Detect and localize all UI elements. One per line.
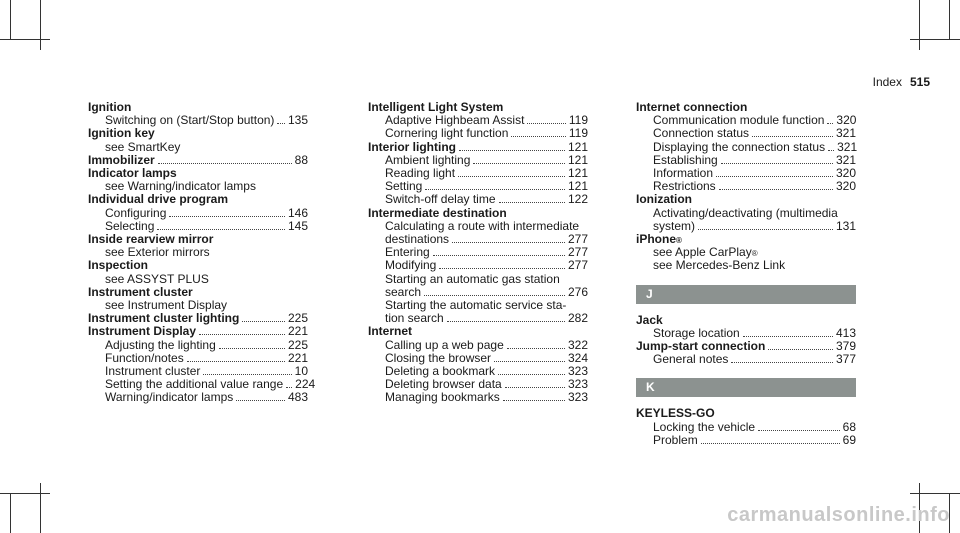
index-entry — [88, 324, 316, 405]
index-entry — [368, 325, 588, 404]
page-reference[interactable]: 221 — [287, 350, 308, 365]
index-term: iPhone ® — [636, 232, 682, 247]
index-subentry-label: Connection status — [653, 126, 750, 141]
leader-dots — [721, 163, 833, 164]
index-subentry[interactable] — [636, 141, 856, 154]
index-entry — [88, 127, 308, 153]
index-subentry-label: Instrument cluster — [105, 364, 201, 379]
leader-dots — [494, 361, 565, 362]
leader-dots — [716, 176, 833, 177]
index-term — [88, 259, 308, 272]
section-label: Index — [872, 75, 902, 89]
index-subentry-label: Adaptive Highbeam Assist — [385, 113, 525, 128]
index-column-1 — [88, 100, 316, 405]
crop-mark — [0, 39, 50, 40]
leader-dots — [458, 176, 565, 177]
page-reference[interactable]: 321 — [837, 139, 858, 154]
index-subentry-label: Restrictions — [653, 179, 716, 194]
leader-dots — [424, 295, 565, 296]
index-entry — [88, 101, 308, 127]
leader-dots — [719, 189, 833, 190]
page-reference[interactable]: 320 — [835, 179, 856, 194]
page-reference[interactable]: 321 — [835, 152, 856, 167]
index-subentry-label: Selecting — [105, 218, 155, 233]
index-subentry-label: Calling up a web page — [385, 337, 504, 352]
index-term-label: Inspection — [88, 258, 149, 273]
index-entry — [88, 167, 308, 193]
index-term-label: Instrument cluster — [88, 284, 193, 299]
leader-dots — [473, 163, 565, 164]
index-subentry — [636, 259, 856, 272]
page-reference[interactable]: 119 — [568, 113, 588, 128]
page-reference[interactable]: 225 — [287, 311, 308, 326]
index-subentry[interactable] — [636, 127, 856, 140]
index-subentry-label: Ambient lighting — [385, 152, 471, 167]
index-term-label: Instrument cluster lighting — [88, 311, 240, 326]
index-entry — [636, 340, 856, 366]
page-reference[interactable]: 121 — [567, 179, 588, 194]
page-reference[interactable]: 69 — [842, 432, 856, 447]
index-entry — [368, 101, 588, 141]
index-subentry-label: General notes — [653, 352, 729, 367]
leader-dots — [169, 216, 285, 217]
index-term-label: Indicator lamps — [88, 166, 177, 181]
index-subentry-label: see Apple CarPlay — [653, 245, 752, 260]
index-column-2 — [368, 101, 588, 405]
index-term-label: Immobilizer — [88, 152, 155, 167]
page-reference[interactable]: 282 — [567, 311, 588, 326]
leader-dots — [743, 336, 833, 337]
page-reference[interactable]: 277 — [567, 245, 588, 260]
index-subentry[interactable] — [368, 259, 588, 272]
crop-mark — [10, 0, 11, 40]
index-subentry[interactable] — [368, 339, 588, 352]
index-subentry-label: Reading light — [385, 166, 456, 181]
index-term — [368, 207, 588, 220]
page-reference[interactable]: 323 — [567, 364, 588, 379]
page-reference[interactable]: 121 — [567, 139, 588, 154]
index-entry — [636, 193, 856, 233]
index-subentry-label: Adjusting the lighting — [105, 337, 216, 352]
page-reference[interactable]: 322 — [567, 337, 588, 352]
page-reference[interactable]: 483 — [287, 390, 308, 405]
page-reference[interactable]: 122 — [567, 192, 588, 207]
index-term — [88, 127, 308, 140]
index-term-label: Intelligent Light System — [368, 100, 504, 114]
page-reference[interactable]: 277 — [567, 232, 588, 247]
index-subentry — [368, 273, 588, 286]
page-reference[interactable]: 68 — [842, 419, 856, 434]
index-subentry-label: Switch-off delay time — [385, 192, 496, 207]
index-entry — [636, 233, 856, 273]
leader-dots — [447, 321, 565, 322]
page-reference[interactable]: 225 — [287, 337, 308, 352]
index-subentry-label: system) — [653, 218, 695, 233]
page-reference[interactable]: 131 — [835, 218, 856, 233]
leader-dots — [199, 334, 285, 335]
index-subentry-label: see ASSYST PLUS — [105, 271, 209, 286]
index-term-label: Instrument Display — [88, 324, 197, 339]
index-subentry-label: Communication module function — [653, 113, 825, 128]
leader-dots — [731, 362, 833, 363]
index-subentry-label: Locking the vehicle — [653, 419, 756, 434]
crop-mark — [0, 493, 50, 494]
index-term-label: Inside rearview mirror — [88, 232, 214, 247]
index-term[interactable] — [88, 325, 308, 338]
index-term-label: Interior lighting — [368, 139, 456, 154]
index-term-label: iPhone — [636, 232, 677, 247]
leader-dots — [768, 349, 833, 350]
index-term-label: Ignition — [88, 100, 132, 114]
page-reference[interactable]: 323 — [567, 390, 588, 405]
leader-dots — [503, 400, 565, 401]
leader-dots — [286, 387, 292, 388]
index-subentry[interactable] — [368, 391, 588, 404]
page-header — [873, 75, 930, 89]
leader-dots — [439, 268, 565, 269]
leader-dots — [459, 150, 565, 151]
leader-dots — [828, 150, 834, 151]
page-reference[interactable]: 413 — [835, 325, 856, 340]
index-subentry-label: Problem — [653, 432, 698, 447]
index-subentry[interactable] — [636, 353, 856, 366]
index-subentry-label: Establishing — [653, 152, 718, 167]
leader-dots — [527, 123, 565, 124]
index-term-label: Internet connection — [636, 100, 748, 114]
page-reference[interactable]: 224 — [295, 377, 316, 392]
index-term — [636, 407, 856, 420]
index-term-label: Internet — [368, 324, 413, 339]
page-reference[interactable]: 121 — [567, 166, 588, 181]
page-reference[interactable]: 146 — [287, 205, 308, 220]
index-subentry-label: see Instrument Display — [105, 298, 228, 313]
index-subentry-label: Activating/deactivating (multimedia — [653, 205, 838, 220]
index-subentry[interactable] — [368, 127, 588, 140]
page-reference[interactable]: 320 — [835, 166, 856, 181]
index-entry — [636, 407, 856, 447]
page-reference[interactable]: 145 — [287, 218, 308, 233]
index-subentry — [636, 207, 856, 220]
index-entry — [88, 286, 308, 312]
page-reference[interactable]: 377 — [835, 352, 856, 367]
index-subentry-label: Deleting browser data — [385, 377, 502, 392]
index-subentry-label: Closing the browser — [385, 350, 492, 365]
leader-dots — [752, 136, 833, 137]
leader-dots — [236, 400, 285, 401]
index-term-label: Ionization — [636, 192, 692, 207]
index-term-label: Intermediate destination — [368, 205, 507, 220]
page-reference[interactable]: 323 — [567, 377, 588, 392]
leader-dots — [203, 374, 291, 375]
page-reference[interactable]: 324 — [567, 350, 588, 365]
index-entry — [636, 314, 856, 340]
index-term-label: Ignition key — [88, 126, 155, 141]
leader-dots — [277, 123, 285, 124]
leader-dots — [827, 123, 833, 124]
index-subentry-label: Displaying the connection status — [653, 139, 826, 154]
index-subentry-label: Starting an automatic gas station — [385, 271, 560, 286]
page-reference[interactable]: 221 — [287, 324, 308, 339]
leader-dots — [425, 189, 565, 190]
leader-dots — [219, 348, 285, 349]
index-subentry-label: see Exterior mirrors — [105, 245, 210, 260]
letter-section-header: J — [636, 285, 856, 304]
leader-dots — [157, 229, 285, 230]
index-subentry-label: Deleting a bookmark — [385, 364, 496, 379]
index-subentry: see Apple CarPlay ® — [653, 245, 758, 260]
crop-mark — [910, 493, 960, 494]
index-term[interactable] — [368, 141, 588, 154]
index-subentry — [88, 273, 308, 286]
crop-mark — [910, 39, 960, 40]
index-entry — [368, 207, 588, 326]
index-entry — [88, 193, 308, 233]
index-entry — [88, 233, 308, 259]
leader-dots — [758, 430, 840, 431]
index-subentry[interactable] — [88, 391, 308, 404]
index-term — [88, 193, 308, 206]
index-subentry — [88, 141, 308, 154]
crop-mark — [949, 0, 950, 40]
index-term-label: Individual drive program — [88, 192, 229, 207]
leader-dots — [511, 136, 565, 137]
index-subentry-label: Setting the additional value range — [105, 377, 284, 392]
index-term-label: Jack — [636, 312, 663, 327]
index-subentry-label: see Warning/indicator lamps — [105, 179, 256, 194]
leader-dots — [701, 443, 840, 444]
index-subentry-label: see SmartKey — [105, 139, 181, 154]
leader-dots — [499, 202, 565, 203]
page-reference[interactable]: 320 — [836, 113, 857, 128]
index-subentry[interactable] — [88, 339, 308, 352]
index-subentry-label: see Mercedes-Benz Link — [653, 258, 786, 273]
index-entry — [88, 259, 308, 285]
index-subentry-label: tion search — [385, 311, 444, 326]
leader-dots — [507, 348, 565, 349]
page-reference[interactable]: 321 — [835, 126, 856, 141]
index-term — [636, 193, 856, 206]
crop-mark — [40, 0, 41, 50]
index-subentry-label: search — [385, 284, 422, 299]
leader-dots — [698, 229, 833, 230]
index-subentry-label: Modifying — [385, 258, 437, 273]
letter-section-header: K — [636, 378, 856, 397]
leader-dots — [187, 361, 285, 362]
index-subentry-label: Information — [653, 166, 714, 181]
index-term — [368, 325, 588, 338]
page-reference[interactable]: 135 — [287, 113, 308, 128]
index-entry — [368, 141, 588, 207]
crop-mark — [10, 493, 11, 533]
page-reference[interactable]: 379 — [835, 339, 856, 354]
leader-dots — [452, 242, 565, 243]
index-subentry[interactable] — [88, 207, 308, 220]
index-subentry-label: destinations — [385, 232, 450, 247]
page-reference[interactable]: 277 — [567, 258, 588, 273]
index-subentry-label: Managing bookmarks — [385, 390, 500, 405]
leader-dots — [433, 255, 565, 256]
page-reference[interactable]: 88 — [294, 152, 308, 167]
index-subentry[interactable] — [368, 193, 588, 206]
index-term — [636, 314, 856, 327]
index-subentry-label: Storage location — [653, 325, 740, 340]
index-term-label: Jump-start connection — [636, 339, 766, 354]
crop-mark — [919, 0, 920, 50]
page-reference[interactable]: 10 — [294, 364, 308, 379]
page-reference[interactable]: 276 — [567, 284, 588, 299]
crop-mark — [40, 483, 41, 533]
index-subentry-label: Switching on (Start/Stop button) — [105, 113, 275, 128]
page-reference[interactable]: 119 — [568, 126, 588, 141]
index-subentry-label: Function/notes — [105, 350, 184, 365]
index-subentry-label: Entering — [385, 245, 430, 260]
watermark: carmanualsonline.info — [727, 504, 950, 526]
index-subentry[interactable] — [636, 434, 856, 447]
index-subentry-label: Warning/indicator lamps — [105, 390, 234, 405]
index-subentry-label: Setting — [385, 179, 423, 194]
page-number: 515 — [909, 75, 930, 89]
leader-dots — [505, 387, 565, 388]
index-subentry-label: Starting the automatic service sta- — [385, 298, 567, 313]
index-term-label: KEYLESS-GO — [636, 406, 715, 421]
index-subentry-label: Configuring — [105, 205, 167, 220]
leader-dots — [498, 374, 565, 375]
index-subentry-label: Calculating a route with intermediate — [385, 218, 580, 233]
index-subentry-label: Cornering light function — [385, 126, 509, 141]
index-column-3 — [636, 101, 856, 447]
page-reference[interactable]: 121 — [567, 152, 588, 167]
index-entry — [636, 101, 856, 193]
leader-dots — [158, 163, 292, 164]
index-subentry[interactable] — [636, 421, 856, 434]
leader-dots — [242, 321, 285, 322]
